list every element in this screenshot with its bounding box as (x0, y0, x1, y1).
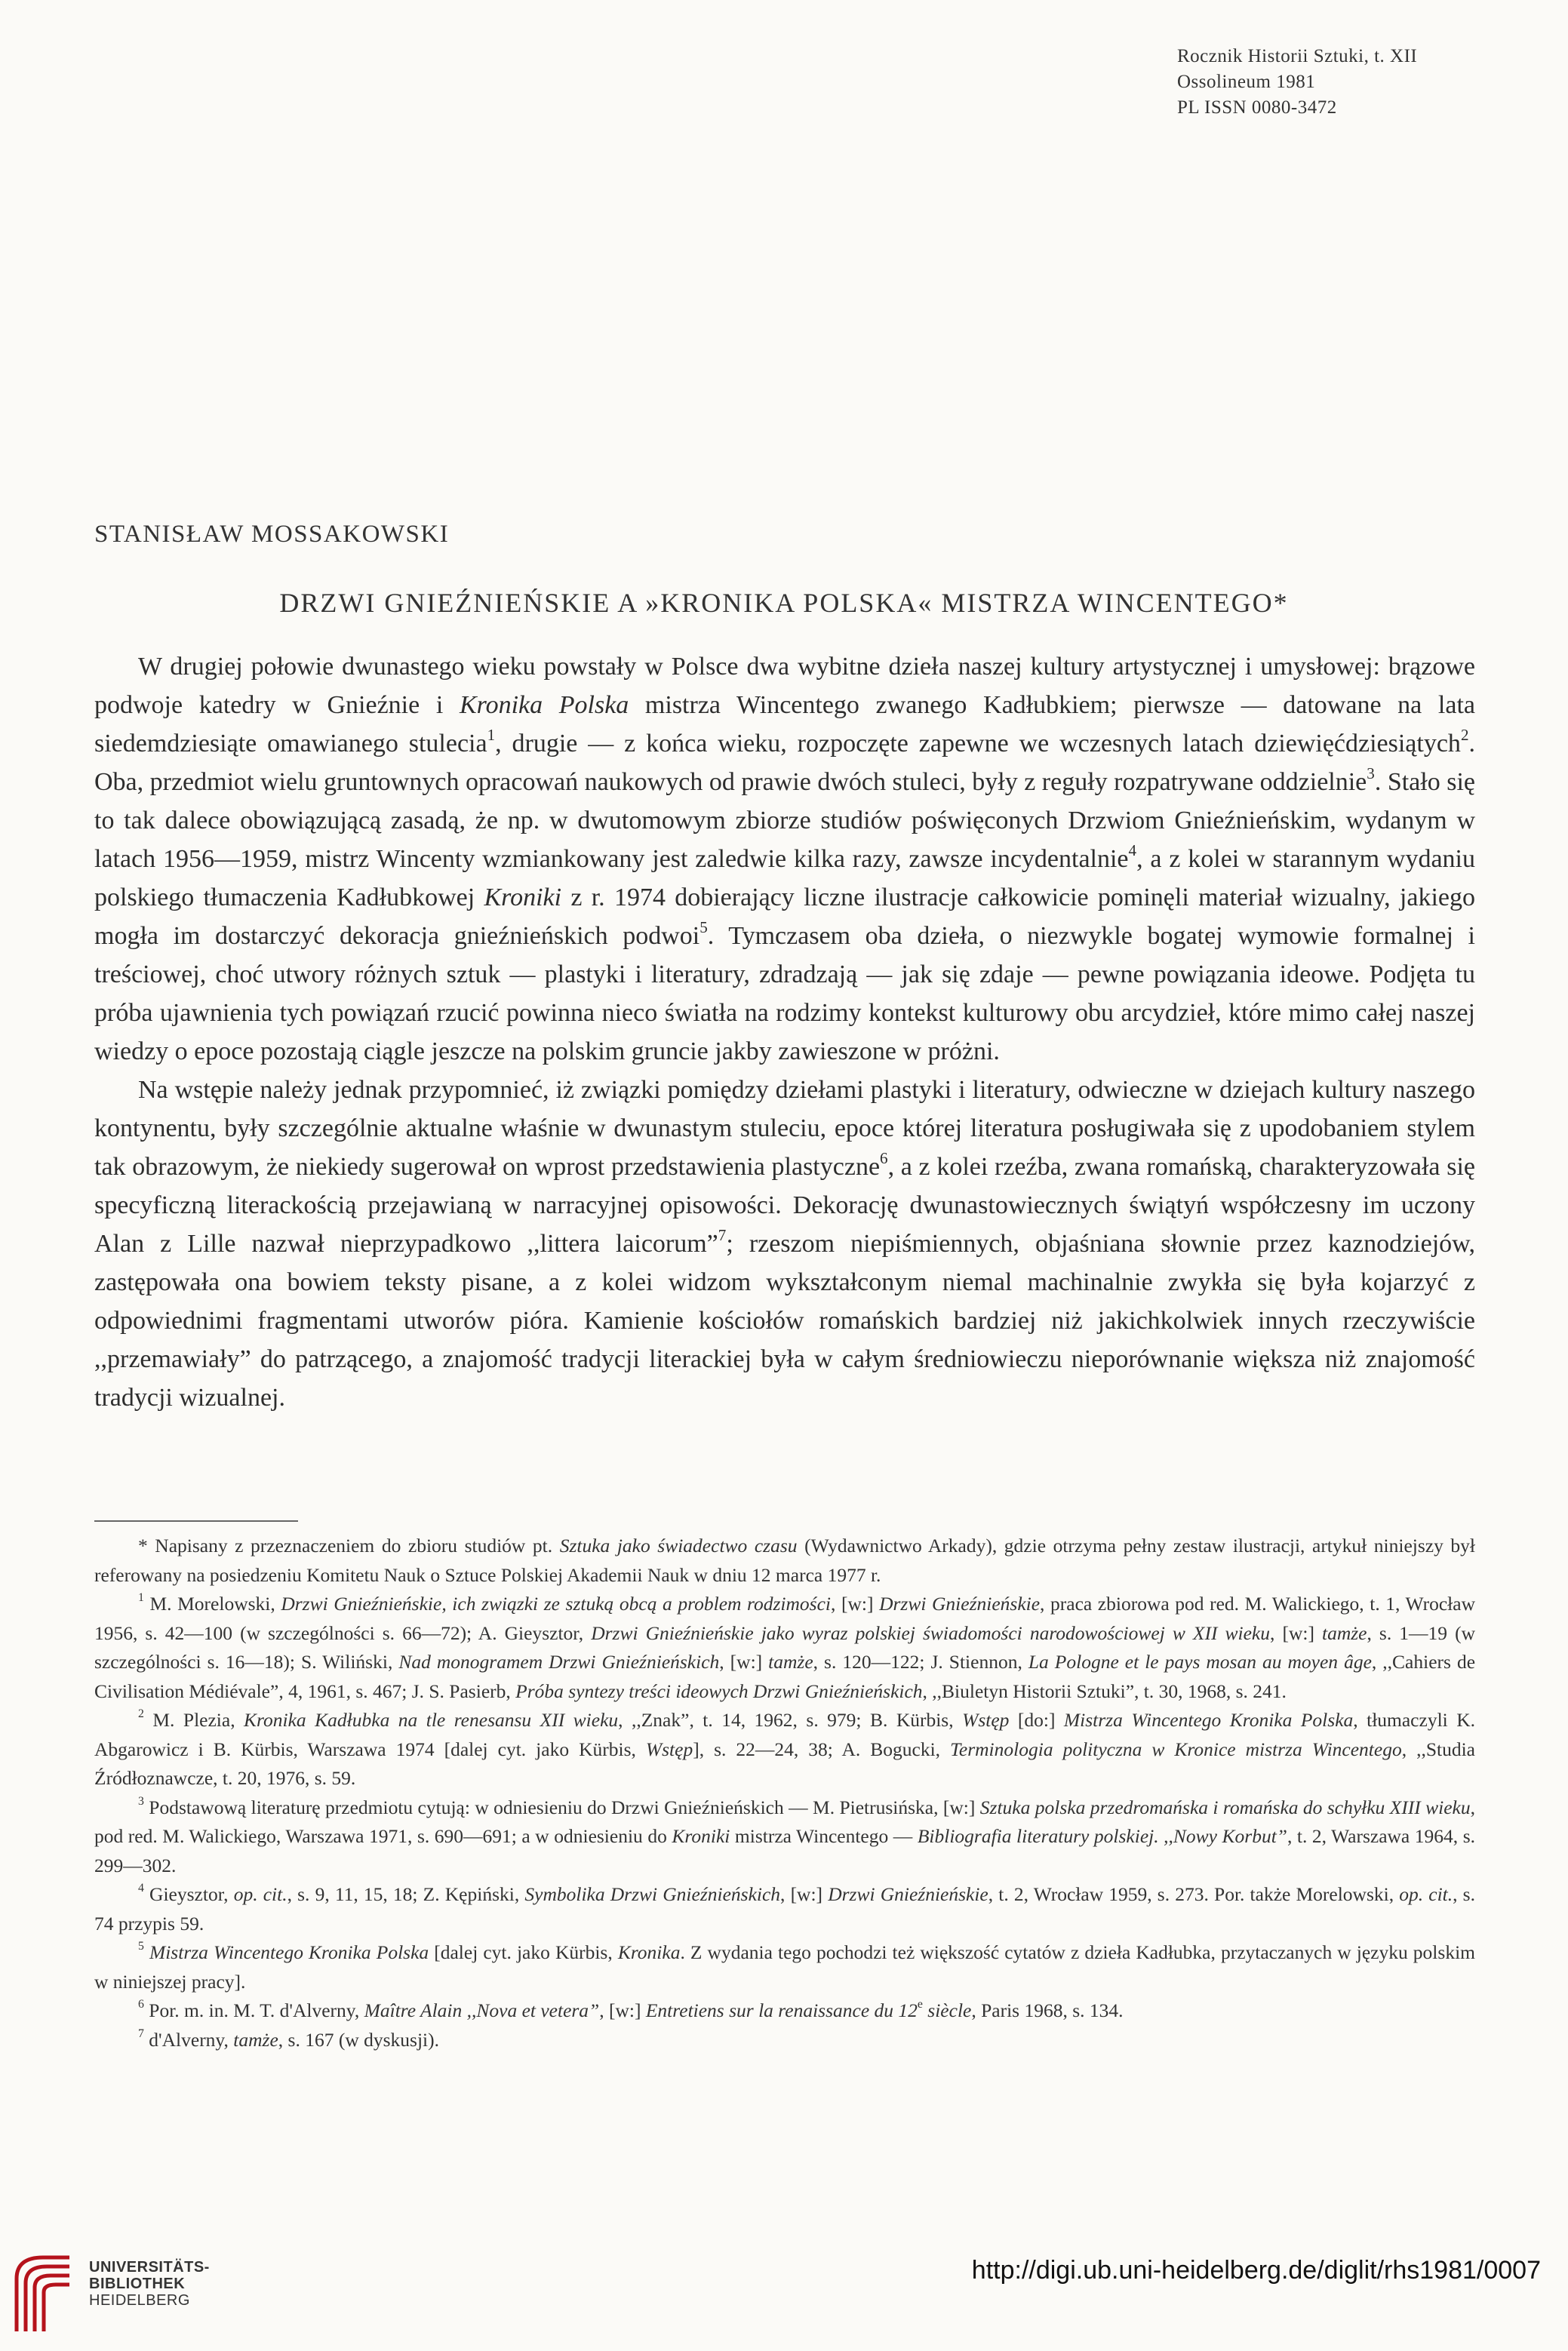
footnote-5: $^5$ Mistrza Wincentego Kronika Polska [dalej cyt. jako Kürbis, Kronika. Z wydania tego pochodzi też większość cytatów z dzieła Kadłubka, przytaczanych w języku polskim w niniejszej pracy]. (94, 1940, 1475, 1993)
footnote-ref: 4 (1128, 841, 1137, 859)
digitization-footer (0, 2233, 1568, 2351)
body-paragraph: Na wstępie należy jednak przypomnieć, iż związki pomiędzy dziełami plastyki i literatury, odwieczne w dziejach kultury naszego kontynentu, były szczególnie aktualne właśnie w dwunastym stuleciu, epoce której literatura posługiwała się z upodobaniem stylem tak obrazowym, że niekiedy sugerował on wprost przedstawienia plastyczne$^6$, a z kolei rzeźba, zwana romańską, charakteryzowała się specyficzną literackością przejawianą w narracyjnej opisowości. Dekorację dwunastowiecznych świątyń współczesny im uczony Alan z Lille nazwał nieprzypadkowo ,,littera laicorum”$^7$; rzeszom niepiśmiennych, objaśniana słownie przez kaznodziejów, zastępowała ona bowiem teksty pisane, a z kolei widzom wykształconym niemal machinalnie zwykła się była kojarzyć z odpowiednimi fragmentami utworów pióra. Kamienie kościołów romańskich bardziej niż jakichkolwiek innych rzeczywiście ,,przemawiały” do patrzącego, a znajomość tradycji literackiej była w całym średniowieczu nieporównanie większa niż znajomość tradycji wizualnej. (94, 1076, 1475, 1412)
footnote-3: $^3$ Podstawową literaturę przedmiotu cytują: w odniesieniu do Drzwi Gnieźnieńskich — M. Pietrusińska, [w:] Sztuka polska przedromańska i romańska do schyłku XIII wieku, pod red. M. Walickiego, Warszawa 1971, s. 690—691; a w odniesieniu do Kroniki mistrza Wincentego — Bibliografia literatury polskiej. ,,Nowy Korbut”, t. 2, Warszawa 1964, s. 299—302. (94, 1794, 1476, 1876)
footnote-divider (94, 1520, 298, 1522)
publisher-year: Ossolineum 1981 (1177, 72, 1316, 92)
footnote-ref: 1 (487, 725, 496, 744)
issn: PL ISSN 0080-3472 (1177, 97, 1337, 118)
journal-header (1177, 44, 1417, 121)
library-name: UNIVERSITÄTS- BIBLIOTHEK HEIDELBERG (89, 2259, 210, 2309)
journal-title: Rocznik Historii Sztuki, t. XII (1177, 46, 1418, 66)
footnote-ref: 6 (880, 1148, 888, 1167)
footnote-ref: 7 (718, 1225, 727, 1244)
footnote-star: * Napisany z przeznaczeniem do zbioru studiów pt. Sztuka jako świadectwo czasu (Wydawnictwo Arkady), gdzie otrzyma pełny zestaw ilustracji, artykuł niniejszy był referowany na posiedzeniu Komitetu Nauk o Sztuce Polskiej Akademii Nauk w dniu 12 marca 1977 r. (94, 1535, 1475, 1586)
footnote-2: $^2$ M. Plezia, Kronika Kadłubka na tle renesansu XII wieku, ,,Znak”, t. 14, 1962, s. 979; B. Kürbis, Wstęp [do:] Mistrza Wincentego Kronika Polska, tłumaczyli K. Abgarowicz i B. Kürbis, Warszawa 1974 [dalej cyt. jako Kürbis, Wstęp], s. 22—24, 38; A. Bogucki, Terminologia polityczna w Kronice mistrza Wincentego, ,,Studia Źródłoznawcze, t. 20, 1976, s. 59. (94, 1707, 1476, 1789)
footnote-7: $^7$ d'Alverny, tamże, s. 167 (w dyskusji). (138, 2027, 439, 2051)
article-author: STANISŁAW MOSSAKOWSKI (94, 521, 450, 548)
library-logo-icon (9, 2248, 77, 2339)
article-body (94, 647, 1475, 1417)
permalink-url[interactable]: http://digi.ub.uni-heidelberg.de/diglit/rhs1981/0007 (971, 2256, 1541, 2285)
footnote-1: $^1$ M. Morelowski, Drzwi Gnieźnieńskie, ich związki ze sztuką obcą a problem rodzimości, [w:] Drzwi Gnieźnieńskie, praca zbiorowa pod red. M. Walickiego, t. 1, Wrocław 1956, s. 42—100 (w szczególności s. 66—72); A. Gieysztor, Drzwi Gnieźnieńskie jako wyraz polskiej świadomości narodowościowej w XII wieku, [w:] tamże, s. 1—19 (w szczególności s. 16—18); S. Wiliński, Nad monogramem Drzwi Gnieźnieńskich, [w:] tamże, s. 120—122; J. Stiennon, La Pologne et le pays mosan au moyen âge, ,,Cahiers de Civilisation Médiévale”, 4, 1961, s. 467; J. S. Pasierb, Próba syntezy treści ideowych Drzwi Gnieźnieńskich, ,,Biuletyn Historii Sztuki”, t. 30, 1968, s. 241. (94, 1591, 1476, 1702)
article-title: DRZWI GNIEŹNIEŃSKIE A »KRONIKA POLSKA« MISTRZA WINCENTEGO* (279, 588, 1289, 618)
footnote-4: $^4$ Gieysztor, op. cit., s. 9, 11, 15, 18; Z. Kępiński, Symbolika Drzwi Gnieźnieńskich, [w:] Drzwi Gnieźnieńskie, t. 2, Wrocław 1959, s. 273. Por. także Morelowski, op. cit., s. 74 przypis 59. (94, 1882, 1475, 1935)
footnote-ref: 2 (1460, 725, 1469, 744)
footnote-ref: 5 (699, 917, 708, 936)
footnotes (94, 1532, 1475, 2054)
footnote-ref: 3 (1367, 764, 1375, 782)
body-paragraph: W drugiej połowie dwunastego wieku powstały w Polsce dwa wybitne dzieła naszej kultury artystycznej i umysłowej: brązowe podwoje katedry w Gnieźnie i Kronika Polska mistrza Wincentego zwanego Kadłubkiem; pierwsze — datowane na lata siedemdziesiąte omawianego stulecia$^1$, drugie — z końca wieku, rozpoczęte zapewne we wczesnych latach dziewięćdziesiątych$^2$. Oba, przedmiot wielu gruntownych opracowań naukowych od prawie dwóch stuleci, były z reguły rozpatrywane oddzielnie$^3$. Stało się to tak dalece obowiązującą zasadą, że np. w dwutomowym zbiorze studiów poświęconych Drzwiom Gnieźnieńskim, wydanym w latach 1956—1959, mistrz Wincenty wzmiankowany jest zaledwie kilka razy, zawsze incydentalnie$^4$, a z kolei w starannym wydaniu polskiego tłumaczenia Kadłubkowej Kroniki z r. 1974 dobierający liczne ilustracje całkowicie pominęli materiał wizualny, jakiego mogła im dostarczyć dekoracja gnieźnieńskich podwoi$^5$. Tymczasem oba dzieła, o niezwykle bogatej wymowie formalnej i treściowej, choć utwory różnych sztuk — plastyki i literatury, zdradzają — jak się zdaje — pewne powiązania ideowe. Podjęta tu próba ujawnienia tych powiązań rzucić powinna nieco światła na rodzimy kontekst kulturowy obu arcydzieł, które mimo całej naszej wiedzy o epoce pozostają ciągle jeszcze na polskim gruncie jakby zawieszone w próżni. (94, 653, 1476, 1065)
footnote-6: $^6$ Por. m. in. M. T. d'Alverny, Maître Alain ,,Nova et vetera”, [w:] Entretiens sur la renaissance du 12e siècle, Paris 1968, s. 134. (138, 1998, 1124, 2021)
